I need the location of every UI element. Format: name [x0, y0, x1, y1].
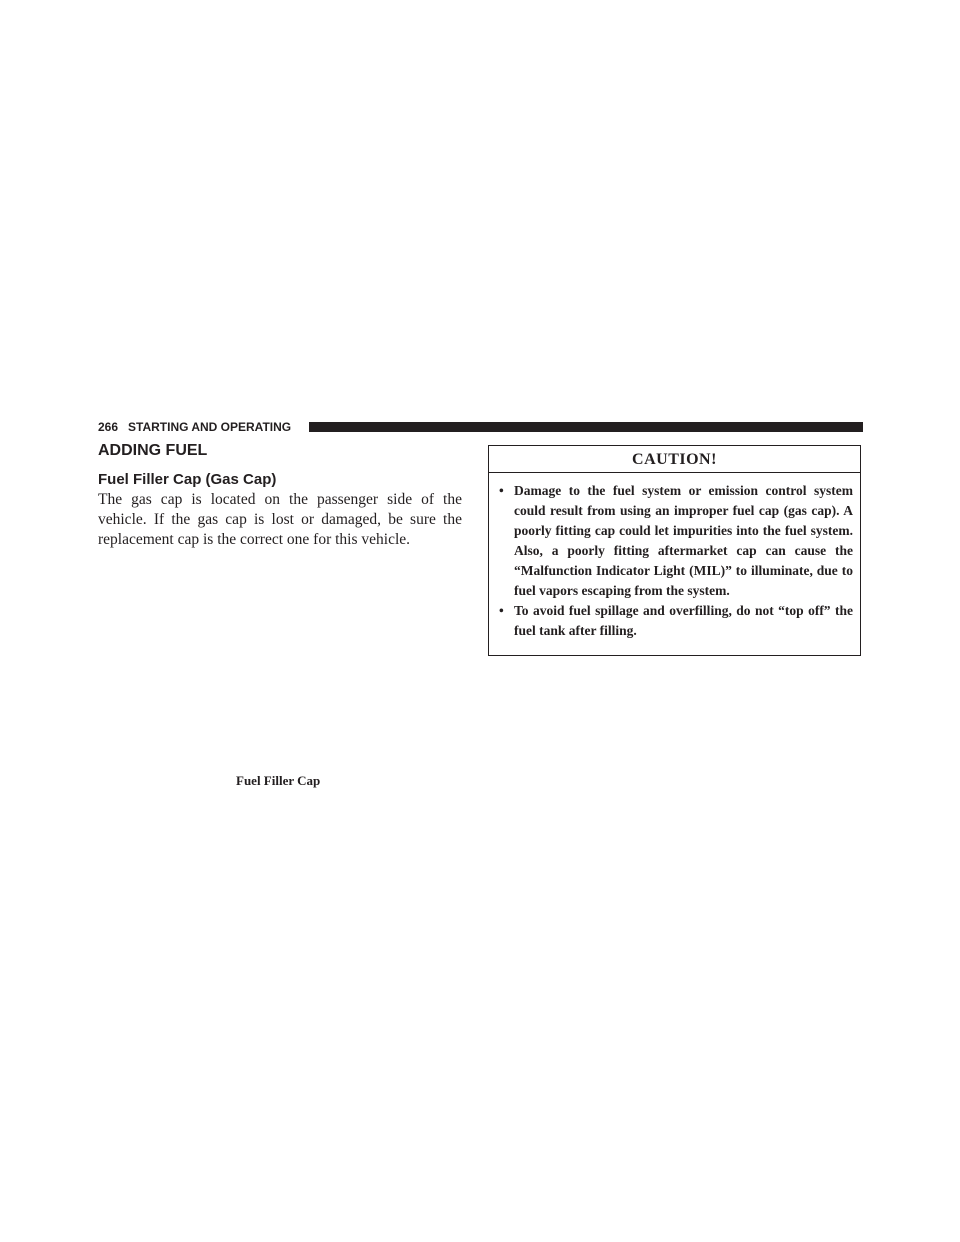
- page-title: ADDING FUEL: [98, 442, 208, 459]
- section-title: STARTING AND OPERATING: [128, 420, 292, 434]
- caution-item: [497, 481, 853, 601]
- caution-list: [489, 473, 860, 641]
- caution-title: CAUTION!: [489, 446, 860, 473]
- page-number: 266: [98, 420, 119, 434]
- bullet-icon: •: [499, 603, 504, 618]
- bullet-icon: •: [499, 483, 504, 498]
- caution-box: [488, 445, 861, 656]
- subsection-title: Fuel Filler Cap (Gas Cap): [98, 471, 277, 488]
- caution-item-text: Damage to the fuel system or emission control system could result from using an improper fuel cap (gas cap). A poorly fitting cap could let impurities into the fuel system. Also, a poorly fitting aftermarket cap can cause the “Malfunction Indicator Light (MIL)” to illuminate, due to fuel vapors escaping from the system.: [514, 483, 853, 598]
- caution-item: [497, 601, 853, 641]
- body-paragraph: The gas cap is located on the passenger side of the vehicle. If the gas cap is lost or damaged, be sure the replacement cap is the correct one for this vehicle.: [98, 491, 462, 548]
- caution-item-text: To avoid fuel spillage and overfilling, do not “top off” the fuel tank after filling.: [514, 603, 853, 638]
- figure-caption: Fuel Filler Cap: [236, 773, 321, 788]
- header-rule: [309, 422, 863, 432]
- page-header: [98, 420, 863, 434]
